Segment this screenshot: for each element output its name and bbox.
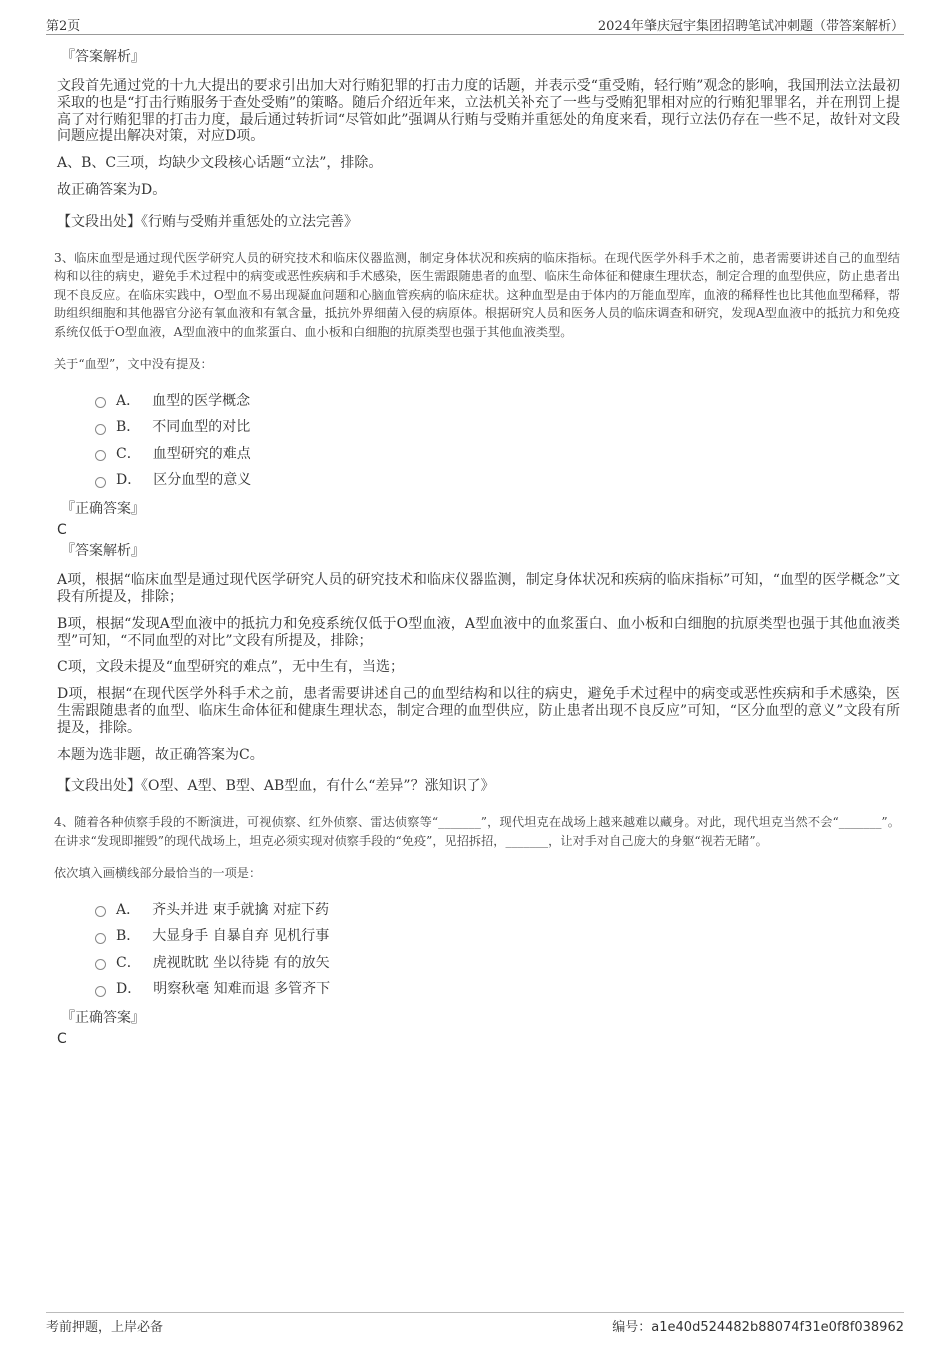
prev-analysis-label: 『答案解析』	[61, 49, 145, 65]
prev-conclusion: 故正确答案为D。	[57, 181, 167, 198]
question-3-option-b[interactable]	[95, 413, 900, 440]
question-3-analysis-a: A项，根据“临床血型是通过现代医学研究人员的研究技术和临床仪器监测，制定身体状况和疾病的临床指标”可知，“血型的医学概念”文段有所提及，排除；	[57, 572, 900, 606]
option-letter: D．	[116, 981, 142, 998]
footer-slogan: 考前押题，上岸必备	[46, 1320, 164, 1335]
option-text: 区分血型的意义	[153, 472, 252, 489]
question-3-answer-label: 『正确答案』	[61, 501, 145, 518]
option-text: 血型的医学概念	[152, 392, 251, 409]
option-text: 明察秋毫 知难而退 多管齐下	[153, 981, 331, 998]
question-3-prompt: 关于“血型”，文中没有提及：	[54, 357, 213, 372]
document-code: 编号：a1e40d524482b88074f31e0f8f038962	[612, 1320, 904, 1335]
option-letter: B．	[116, 419, 141, 436]
option-letter: C．	[116, 445, 141, 462]
question-4-option-a[interactable]	[95, 895, 900, 922]
radio-icon[interactable]	[95, 959, 106, 970]
option-letter: B．	[116, 928, 141, 945]
question-4-options	[95, 895, 900, 1001]
prev-source: 【文段出处】《行贿与受贿并重惩处的立法完善》	[57, 213, 358, 230]
option-letter: A．	[116, 392, 141, 409]
question-4-option-c[interactable]	[95, 948, 900, 975]
radio-icon[interactable]	[95, 450, 106, 461]
question-3-text: 3、临床血型是通过现代医学研究人员的研究技术和临床仪器监测，制定身体状况和疾病的临床指标。在现代医学外科手术之前，患者需要讲述自己的血型结构和以往的病史，避免手术过程中的病变或恶性疾病和手术感染，医生需跟随患者的血型、临床生命体征和健康生理状态，制定合理的血型供应，防止患者出现不良反应。在临床实践中，O型血不易出现凝血问题和心脑血管疾病的临床症状。这种血型是由于体内的万能血型库，血液的稀释性也比其他血型稀释，帮助组织细胞和其他器官分泌有氧血液和有氧含量，抵抗外界细菌入侵的病原体。根据研究人员和医务人员的临床调查和研究，发现A型血液中的抵抗力和免疫系统仅低于O型血液，A型血液中的血浆蛋白、血小板和白细胞的抗原类型也强于其他血液类型。	[54, 250, 900, 339]
question-3-option-c[interactable]	[95, 439, 900, 466]
page-footer	[46, 1312, 904, 1333]
page-header	[46, 12, 904, 35]
option-letter: A．	[116, 901, 141, 918]
page-number: 第2页	[46, 19, 81, 34]
prev-analysis-text: 文段首先通过党的十九大提出的要求引出加大对行贿犯罪的打击力度的话题，并表示受“重受贿，轻行贿”观念的影响，我国刑法立法最初采取的也是“打击行贿服务于查处受贿”的策略。随后介绍近年来，立法机关补充了一些与受贿犯罪相对应的行贿犯罪罪名，并在刑罚上提高了对行贿犯罪的打击力度，最后通过转折词“尽管如此”强调从行贿与受贿并重惩处的角度来看，现行立法仍存在一些不足，故针对文段问题应提出解决对策，对应D项。	[57, 78, 900, 145]
option-text: 大显身手 自暴自弃 见机行事	[152, 928, 330, 945]
question-4-answer: C	[57, 1031, 67, 1048]
question-3-option-d[interactable]	[95, 466, 900, 493]
radio-icon[interactable]	[95, 397, 106, 408]
question-3-analysis-label: 『答案解析』	[61, 543, 145, 560]
document-title: 2024年肇庆冠宇集团招聘笔试冲刺题（带答案解析）	[597, 19, 904, 34]
option-text: 虎视眈眈 坐以待毙 有的放矢	[152, 954, 330, 971]
radio-icon[interactable]	[95, 906, 106, 917]
question-4-prompt: 依次填入画横线部分最恰当的一项是：	[54, 866, 262, 881]
option-text: 不同血型的对比	[152, 419, 251, 436]
prev-abc-text: A、B、C三项，均缺少文段核心话题“立法”，排除。	[57, 155, 383, 172]
question-3-analysis-d: D项，根据“在现代医学外科手术之前，患者需要讲述自己的血型结构和以往的病史，避免手术过程中的病变或恶性疾病和手术感染，医生需跟随患者的血型、临床生命体征和健康生理状态，制定合理的血型供应，防止患者出现不良反应”可知，“区分血型的意义”文段有所提及，排除。	[57, 686, 900, 736]
question-3-option-a[interactable]	[95, 386, 900, 413]
question-4-answer-label: 『正确答案』	[61, 1010, 145, 1027]
question-4-text: 4、随着各种侦察手段的不断演进，可视侦察、红外侦察、雷达侦察等“_______”，现代坦克在战场上越来越难以藏身。对此，现代坦克当然不会“_______”。在讲求“发现即摧毁”的现代战场上，坦克必须实现对侦察手段的“免疫”，见招拆招，_______，让对手对自己庞大的身躯“视若无睹”。	[54, 815, 900, 848]
radio-icon[interactable]	[95, 424, 106, 435]
option-letter: D．	[116, 472, 142, 489]
question-4-option-d[interactable]	[95, 975, 900, 1002]
radio-icon[interactable]	[95, 986, 106, 997]
radio-icon[interactable]	[95, 477, 106, 488]
question-3-options	[95, 386, 900, 492]
option-text: 齐头并进 束手就擒 对症下药	[152, 901, 330, 918]
question-4-option-b[interactable]	[95, 922, 900, 949]
option-text: 血型研究的难点	[152, 445, 251, 462]
page-content	[54, 46, 900, 1049]
question-3-answer: C	[57, 522, 67, 539]
question-3-source: 【文段出处】《O型、A型、B型、AB型血，有什么“差异”？涨知识了》	[57, 778, 495, 795]
option-letter: C．	[116, 954, 141, 971]
question-3-conclusion: 本题为选非题，故正确答案为C。	[57, 746, 264, 763]
question-3-analysis-b: B项，根据“发现A型血液中的抵抗力和免疫系统仅低于O型血液，A型血液中的血浆蛋白、血小板和白细胞的抗原类型也强于其他血液类型”可知，“不同血型的对比”文段有所提及，排除；	[57, 615, 900, 649]
question-3-analysis-c: C项，文段未提及“血型研究的难点”，无中生有，当选；	[57, 659, 405, 676]
radio-icon[interactable]	[95, 933, 106, 944]
